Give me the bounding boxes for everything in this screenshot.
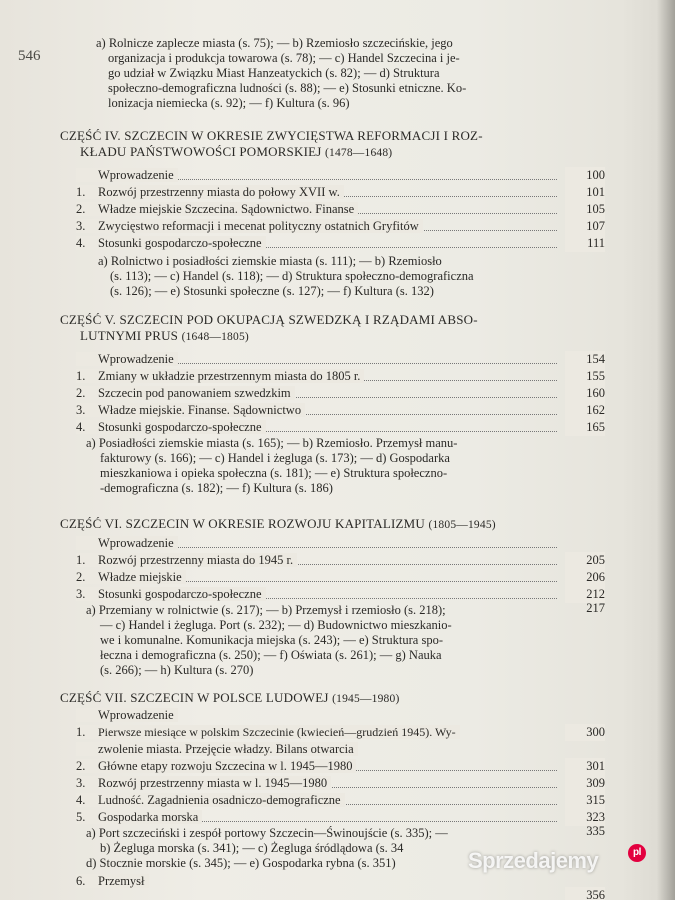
entry-title: Władze miejskie: [98, 570, 182, 584]
heading-text: CZĘŚĆ VI. SZCZECIN W OKRESIE ROZWOJU KAPITALIZMU: [60, 516, 425, 531]
text-line: łeczna i demograficzna (s. 250); — f) Oświata (s. 261); — g) Nauka: [100, 648, 442, 662]
entry-title: Stosunki gospodarczo-społeczne: [98, 236, 262, 250]
entry-page: 301: [565, 758, 605, 775]
part-v: [60, 312, 605, 496]
part-iv: [60, 128, 605, 299]
entry-title: Przemysł: [98, 874, 145, 888]
watermark-logo: [468, 848, 664, 882]
sub-paragraph: [76, 436, 605, 496]
entry-page: 101: [565, 184, 605, 201]
text-line: (s. 266); — h) Kultura (s. 270): [100, 663, 254, 677]
heading-text: CZĘŚĆ VII. SZCZECIN W POLSCE LUDOWEJ: [60, 690, 329, 705]
entry-page: 160: [565, 385, 605, 402]
text-line: fakturowy (s. 166); — c) Handel i żegluga (s. 173); — d) Gospodarka: [100, 451, 450, 465]
text-line: — c) Handel i żegluga. Port (s. 232); — d) Budownictwo mieszkanio-: [100, 618, 452, 632]
text-line: (s. 126); — e) Stosunki społeczne (s. 127); — f) Kultura (s. 132): [110, 284, 434, 298]
entry-page: 111: [565, 235, 605, 252]
entry-page: 206: [565, 569, 605, 586]
part-vi: [60, 516, 605, 678]
toc-entry[interactable]: 1. Rozwój przestrzenny miasta do 1945 r. 205: [76, 553, 605, 567]
entry-title: Rozwój przestrzenny miasta w l. 1945—1980: [98, 776, 328, 790]
years: (1478—1648): [324, 147, 393, 159]
text-line: a) Rolnictwo i posiadłości ziemskie miasta (s. 111); — b) Rzemiosło: [98, 254, 442, 268]
part-heading: [60, 516, 605, 533]
text-line: a) Przemiany w rolnictwie (s. 217); — b) Przemysł i rzemiosło (s. 218);: [86, 603, 446, 617]
entry-title: Władze miejskie. Finanse. Sądownictwo: [98, 403, 302, 417]
heading-line: [60, 516, 605, 533]
part-heading: [60, 690, 605, 707]
toc-entry[interactable]: 2. Główne etapy rozwoju Szczecina w l. 1945—1980 301: [76, 759, 605, 773]
toc-entry[interactable]: 3. Rozwój przestrzenny miasta w l. 1945—1980 309: [76, 776, 605, 790]
entry-title: Władze miejskie Szczecina. Sądownictwo. Finanse: [98, 202, 355, 216]
text-line: b) Żegluga morska (s. 341); — c) Żegluga śródlądowa (s. 34: [100, 841, 404, 855]
entry-page: 107: [565, 218, 605, 235]
toc-entry[interactable]: [76, 535, 605, 552]
entry-page: 217: [586, 601, 605, 615]
toc-entry[interactable]: 5. Gospodarka morska 323: [76, 810, 605, 824]
text-line: mieszkaniowa i opieka społeczna (s. 181); — e) Struktura społeczno-: [100, 466, 448, 480]
entry-title: Zwycięstwo reformacji i mecenat polityczny ostatnich Gryfitów: [98, 219, 419, 233]
text-line: lonizacja niemiecka (s. 92); — f) Kultura (s. 96): [108, 96, 350, 110]
heading-text: LUTNYMI PRUS: [80, 328, 179, 343]
text-line: d) Stocznie morskie (s. 345); — e) Gospodarka rybna (s. 351): [86, 856, 396, 870]
entry-title: Pierwsze miesiące w polskim Szczecinie (kwiecień—grudzień 1945). Wy-: [98, 725, 456, 739]
top-paragraph: [60, 36, 605, 111]
heading-line: CZĘŚĆ V. SZCZECIN POD OKUPACJĄ SZWEDZKĄ I RZĄDAMI ABSO-: [60, 312, 478, 327]
entry-page: 205: [565, 552, 605, 569]
part-heading: [60, 312, 605, 345]
text-line: -demograficzna (s. 182); — f) Kultura (s. 186): [100, 481, 333, 495]
heading-line: [60, 690, 605, 707]
text-line: go udział w Związku Miast Hanzeatyckich (s. 82); — d) Struktura: [108, 66, 440, 80]
text-line: (s. 113); — c) Handel (s. 118); — d) Struktura społeczno-demograficzna: [110, 269, 474, 283]
entry-page: 105: [565, 201, 605, 218]
entry-title: Wprowadzenie: [98, 352, 174, 366]
toc-entry[interactable]: 4. Ludność. Zagadnienia osadniczo-demograficzne 315: [76, 793, 605, 807]
years: (1648—1805): [181, 331, 249, 343]
toc-entry[interactable]: 6. Przemysł 356: [76, 873, 605, 890]
toc-entry[interactable]: 3. Stosunki gospodarczo-społeczne 212: [76, 587, 605, 601]
entry-title: Wprowadzenie: [98, 536, 174, 550]
entry-page: 212: [565, 586, 605, 603]
toc-entry[interactable]: 2. Władze miejskie 206: [76, 570, 605, 584]
toc-entry[interactable]: 3. Zwycięstwo reformacji i mecenat polityczny ostatnich Gryfitów 107: [76, 219, 605, 233]
entry-title: Ludność. Zagadnienia osadniczo-demograficzne: [98, 793, 341, 807]
entry-page: 323: [565, 809, 605, 826]
entry-page: 100: [565, 167, 605, 184]
toc-entry[interactable]: [76, 351, 605, 368]
toc-entry: [76, 741, 605, 758]
toc-entry[interactable]: 4. Stosunki gospodarczo-społeczne 111: [76, 236, 605, 250]
watermark-text: Sprzedajemy: [468, 848, 599, 873]
entry-page: 315: [565, 792, 605, 809]
entry-page: 300: [565, 724, 605, 741]
text-line: we i komunalne. Komunikacja miejska (s. 243); — e) Struktura spo-: [100, 633, 443, 647]
entry-title: Zmiany w układzie przestrzennym miasta do 1805 r.: [98, 369, 361, 383]
entry-title: Szczecin pod panowaniem szwedzkim: [98, 386, 291, 400]
part-heading: [60, 128, 605, 161]
watermark-badge: pl: [628, 844, 646, 862]
text-line: a) Rolnicze zaplecze miasta (s. 75); — b) Rzemiosło szczecińskie, jego: [96, 36, 453, 50]
toc-entry[interactable]: [76, 167, 605, 184]
entry-page: 154: [565, 351, 605, 368]
entry-title: zwolenie miasta. Przejęcie władzy. Bilans otwarcia: [98, 742, 354, 756]
entry-title: Stosunki gospodarczo-społeczne: [98, 420, 262, 434]
heading-line: [60, 144, 605, 161]
toc-entry[interactable]: 2. Szczecin pod panowaniem szwedzkim 160: [76, 386, 605, 400]
sub-paragraph: [76, 254, 605, 299]
text-line: a) Posiadłości ziemskie miasta (s. 165); — b) Rzemiosło. Przemysł manu-: [86, 436, 458, 450]
heading-text: KŁADU PAŃSTWOWOŚCI POMORSKIEJ: [80, 144, 322, 159]
entry-page: 309: [565, 775, 605, 792]
text-line: społeczno-demograficzna ludności (s. 88); — e) Stosunki etniczne. Ko-: [108, 81, 467, 95]
text-line: organizacja i produkcja towarowa (s. 78); — c) Handel Szczecina i je-: [108, 51, 460, 65]
entry-page: 356: [565, 887, 605, 900]
entry-page: 155: [565, 368, 605, 385]
entry-title: Wprowadzenie: [98, 708, 174, 722]
entry-title: Rozwój przestrzenny miasta do połowy XVII w.: [98, 185, 340, 199]
years: (1945—1980): [332, 693, 400, 705]
heading-line: CZĘŚĆ IV. SZCZECIN W OKRESIE ZWYCIĘSTWA REFORMACJI I ROZ-: [60, 128, 483, 143]
toc-entry[interactable]: [76, 707, 605, 724]
entry-title: Główne etapy rozwoju Szczecina w l. 1945—1980: [98, 759, 353, 773]
toc-entry[interactable]: 1. Pierwsze miesiące w polskim Szczecinie (kwiecień—grudzień 1945). Wy- 300: [76, 725, 605, 739]
toc-entry[interactable]: 1. Zmiany w układzie przestrzennym miasta do 1805 r. 155: [76, 369, 605, 383]
entry-page: 335: [586, 824, 605, 838]
entry-title: Stosunki gospodarczo-społeczne: [98, 587, 262, 601]
toc-entry[interactable]: 2. Władze miejskie Szczecina. Sądownictwo. Finanse 105: [76, 202, 605, 216]
entry-page: 165: [565, 419, 605, 436]
text-line: a) Port szczeciński i zespół portowy Szczecin—Świnoujście (s. 335); —: [86, 826, 448, 840]
entry-title: Rozwój przestrzenny miasta do 1945 r.: [98, 553, 294, 567]
entry-page: 162: [565, 402, 605, 419]
page-number: 546: [18, 48, 41, 64]
toc-entry[interactable]: 4. Stosunki gospodarczo-społeczne 165: [76, 420, 605, 434]
heading-line: [60, 328, 605, 345]
toc-entry[interactable]: 3. Władze miejskie. Finanse. Sądownictwo 162: [76, 403, 605, 417]
sub-paragraph: [76, 603, 605, 678]
entry-title: Gospodarka morska: [98, 810, 199, 824]
years: (1805—1945): [428, 519, 496, 531]
entry-title: Wprowadzenie: [98, 168, 174, 182]
toc-entry[interactable]: 1. Rozwój przestrzenny miasta do połowy XVII w. 101: [76, 185, 605, 199]
